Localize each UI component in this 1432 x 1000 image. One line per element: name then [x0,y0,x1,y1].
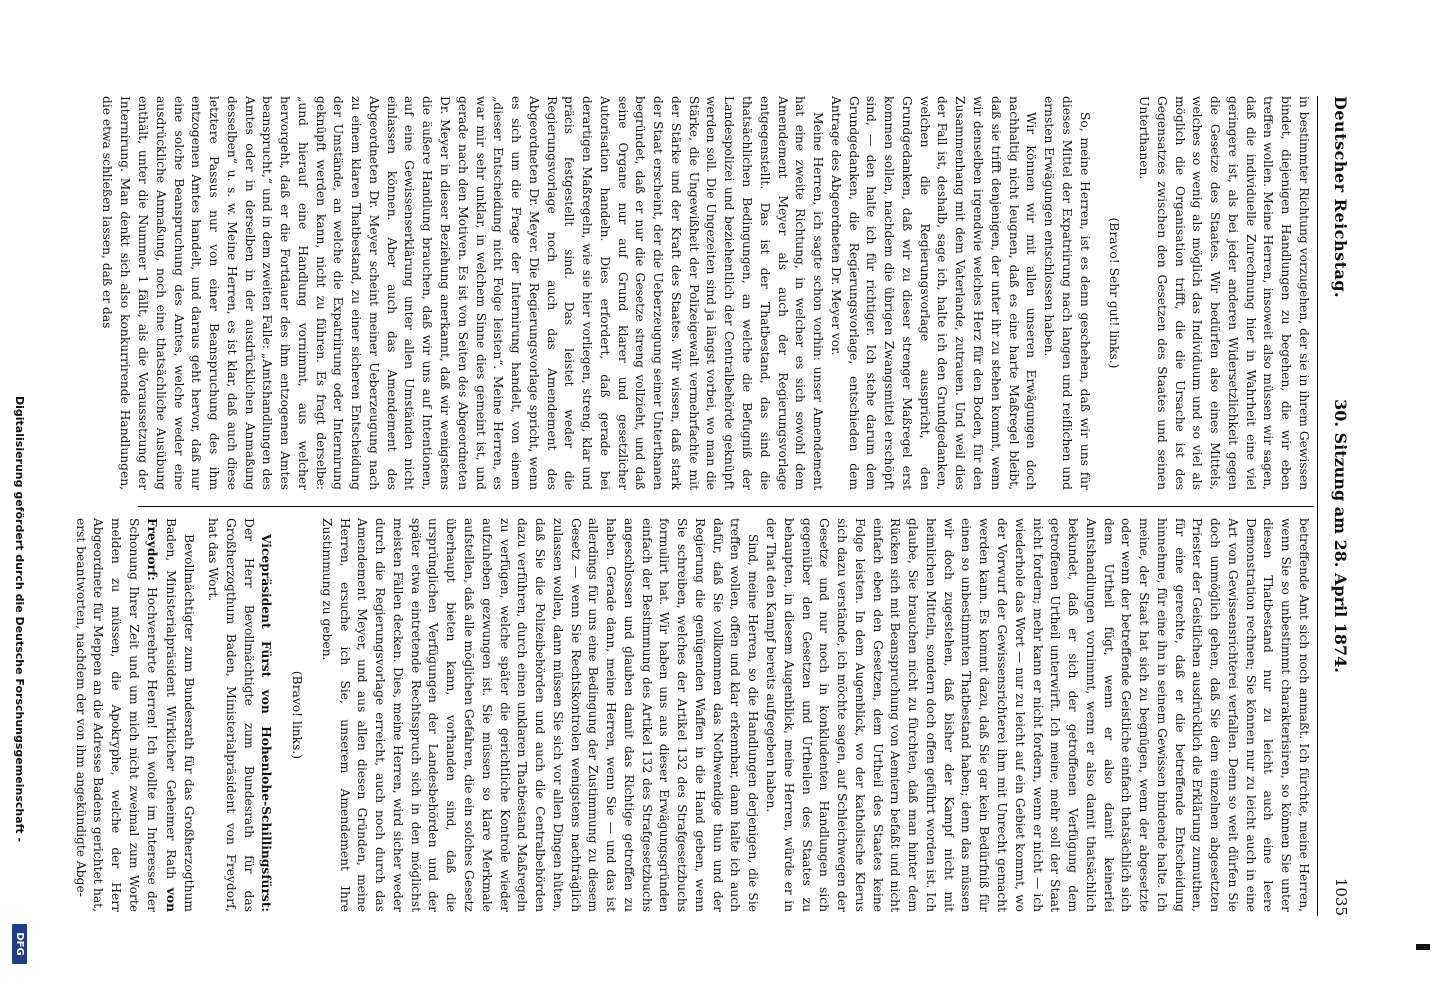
dfg-logo: DFG [12,924,27,964]
header-rule [1317,96,1318,916]
paragraph: in bestimmter Richtung vorzugehen, der sie in ihrem Gewissen bindet, diejenigen Handlungen zu begehen, die wir eben treffen wollen. Meine Herren, insoweit also müssen wir sagen, daß die individuelle Zurechnung hier in Wahrheit eine viel geringere ist, als bei jeder anderen Widersetzlichkeit gegen die Gesetze des Staates. Wir bedürfen also eines Mittels, welches so wenig als möglich das Individuum und so viel als möglich die Organisation trifft, die die Ursache ist des Gegensatzes zwischen den Gesetzen des Staates und seinen Unterthanen. [1137,96,1311,490]
credit-text: Digitalisierung gefördert durch die Deutsche Forschungsgemeinschaft - [13,396,26,843]
session-title: 30. Sitzung am 28. April 1874. [1331,399,1350,673]
speaker-paragraph [203,518,275,912]
paragraph: So, meine Herren, ist es denn geschehen, daß wir uns für dieses Mittel der Expatriirung nach langen und reiflichen und ernsten Erwägungen entschlossen haben. [1042,96,1092,490]
right-column [71,518,1312,912]
speaker-title: Bevollmächtigter zum Bundesrath für das Großherzogthum Baden, Ministerialpräsident Wirklicher Geheimer Rath [163,518,197,912]
margin-mark [1416,944,1430,950]
page-number: 1035 [1332,877,1350,916]
speech-text: Hochverehrte Herren! Ich wollte im Interesse der Schonung Ihrer Zeit und um mich nicht zweimal zum Worte melden zu müssen, die Apokryphe, welche der Herr Abgeordnete für Meppen an die Adresse Badens gerichtet hat, erst beantworten, nachdem der von ihm angekündigte Abge- [73,518,159,912]
applause-note: (Bravo! Sehr gut! links.) [1107,217,1122,369]
paragraph: Wir können wir mit allen unseren Erwägungen doch nachhaltig nicht leugnen, daß es eine harte Maßregel bleibt, daß sie trifft denjenigen, der unter ihr zu stehen kommt, wenn wir denselben irgendwie welches Herz für den Boden, für den Zusammenhang mit dem Vaterlande, zutrauen. Und weil dies der Fall ist, deshalb, sage ich, halte ich den Grundgedanken, welchen die Regierungsvorlage ausspricht, den Grundgedanken, daß wir zu dieser strenger Maßregel erst kommen sollen, nachdem die übrigen Zwangsmittel erschöpft sind, — den halte ich für richtiger. Ich stehe darum dem Grundgedanken, die Regierungsvorlage, entschieden dem Antrage des Abgeordneten Dr. Meyer vor. [828,96,1039,490]
speaker-paragraph [71,518,197,912]
speaker-name: Vicepräsident Fürst von Hohenlohe-Schillingsfürst: [259,534,275,912]
digitization-credit [8,0,30,1000]
applause-note: (Bravo! links.) [290,670,305,760]
speech-text: Der Herr Bevollmächtigte zum Bundesrath für das Großherzogthum Baden, Ministerialpräsident von Freydorf, hat das Wort. [206,518,256,912]
left-column [98,96,1312,490]
speaker-name: von Freydorf: [144,518,179,912]
column-divider [138,506,1314,507]
publication-title: Deutscher Reichstag. [1331,96,1350,299]
paragraph: Meine Herren, ich sagte schon vorhin: unser Amendement hat eine zweite Richtung, in welcher es sich sowohl dem Amendement Meyer als auch der Regierungsvorlage entgegenstellt. Das ist der Thatbestand, das sind die thatsächlichen Bedingungen, an welche die Befugniß der Landespolizei und beziehentlich der Centralbehörde geknüpft werden soll. Die Ungezeiten sind ja längst vorbei, wo man die Stärke, die Ungewißheit der Polizeigewalt vermehrfachte mit der Stärke und der Kraft des Staates. Wir wissen, daß stark der Staat erscheint, der die Ueberzeugung seiner Unterthanen begründet, daß er nur die Gesetze streng vollzieht, und daß seine Organe nur auf Grund klarer und gesetzlicher Autorisation handeln. Dies erfordert, daß gerade bei derartigen Maßregeln, wie sie hier vorliegen, streng, klar und präcis festgestellt sind. Das leistet weder die Regierungsvorlage noch auch das Amendement des Abgeordneten Dr. Meyer. Die Regierungsvorlage spricht, wenn es sich um die Frage der Internirung handelt, von einem „dieser Entscheidung nicht Folge leisten“. Meine Herren, es war mir sehr unklar, in welchem Sinne dies gemeint ist, und gerade nach den Motiven. Es ist von Seiten des Abgeordneten Dr. Meyer in dieser Beziehung anerkannt, daß wir wenigstens die äußere Handlung brauchen, daß wir uns auf Intentionen, auf eine Gewissenserklärung unter allen Umständen nicht einlassen können. Aber auch das Amendement des Abgeordneten Dr. Meyer scheint meiner Ueberzeugung nach zu einem klaren Thatbestand, zu einer sicheren Entscheidung der Umstände, an welche die Expatriirung oder Internirung geknüpft werden kann, nicht zu führen. Es fragt derselbe: „und hierauf eine Handlung vornimmt, aus welcher hervorgeht, daß er die Fortdauer des ihm entzogenen Amtes beansprucht,“ und in dem zweiten Falle: „Amtshandlungen des Amtes oder in derselben in der ausdrücklichen Anmaßung desselben“ u. s. w. Meine Herren, es ist klar, daß auch diese letztere Passus nur von einer Beanspruchung des ihm entzogenen Amtes handelt, und daraus geht hervor, daß nur eine solche Beanspruchung des Amtes, welche weder eine ausdrückliche Anmaßung, noch eine thatsächliche Ausübung enthält, unter die Nummer 1 fällt, als die Voraussetzung der Internirung. Man denkt sich also konkurrirende Handlungen, die etwa schließen lassen, daß er das [100,96,826,490]
paragraph: betreffende Amt sich noch anmaßt. Ich fürchte, meine Herren, wenn Sie so unbestimmt charakterisiren, so können Sie unter diesen Thatbestand nur zu leicht auch eine leere Demonstration rechnen; Sie können nur zu leicht auch in eine Art von Gewissensrichterei verfallen. Denn so weit dürfen Sie doch unmöglich gehen, daß Sie dem einzelnen abgesetzten Priester der Geistlichen ausdrücklich die Erklärung zumuthen, für eine gerechte, daß er die betreffende Entscheidung hinnehme, für eine ihn in seinem Gewissen bindende halte. Ich meine, der Staat hat sich zu begnügen, wenn der abgesetzte oder wenn der betreffende Geistliche einfach thatsächlich sich dem Urtheil fügt, wenn er also damit keinerlei Amtshandlungen vornimmt, wenn er also damit thatsächlich bekundet, daß er sich der getroffenen Verfügung dem getroffenen Urtheil unterwirft. Ich meine, mehr soll der Staat nicht fordern; mehr kann er nicht fordern, wenn er nicht — ich wiederhole das Wort — nur zu leicht auf ein Gebiet kommt, wo der Vorwurf der Gewissensrichterei ihm mit Unrecht gemacht werden kann. Es kommt dazu, daß Sie gar kein Bedürfniß für einen so unbestimmten Thatbestand haben; denn das müssen wir doch zugestehen, daß bisher der Kampf nicht mit heimlichen Mitteln, sondern doch offen geführt worden ist. Ich glaube, Sie brauchen nicht zu fürchten, daß man hinter dem Rücken sich mit Beanspruchung von Aemtern befaßt und nicht einfach eben den Gesetzen, dem Urtheil des Staates keine Folge leisten. In dem Augenblick, wo der katholische Klerus sich dazu verstände, ich möchte sagen, auf Schleichwegen der Gesetze und nur noch in konkludenten Handlungen sich gegenüber den Gesetzen und Urtheilen des Staates zu behaupten, in diesem Augenblick, meine Herren, würde er in der That den Kampf bereits aufgegeben haben. [764,518,1311,912]
page-header [1322,96,1352,916]
paragraph: Sind, meine Herren, so die Handlungen derjenigen, die Sie treffen wollen, offen und klar erkennbar, dann halte ich auch dafür, daß Sie vollkommen das Nothwendige thun und der Regierung die genügenden Waffen in die Hand geben, wenn Sie schreiben, welches der Artikel 132 des Strafgesetzbuchs formulirt hat. Wir haben uns aus dieser Erwägungsgründen einfach der Bestimmung des Artikel 132 des Strafgesetzbuchs angeschlossen und glauben damit das Richtige getroffen zu haben. Gerade dann, meine Herren, wenn Sie — und das ist allerdings für uns eine Bedingung der Zustimmung zu diesem Gesetz — wenn Sie Rechtskontrolen wenigstens nachträglich zulassen wollen, dann müssen Sie sich vor allen Dingen hüten, daß Sie die Polizeibehörden und auch die Centralbehörden dazu verführen, durch einen unklaren Thatbestand Maßregeln zu verfügen, welche später die gerichtliche Kontrole wieder aufzuheben gezwungen ist. Sie müssen so klare Merkmale aufstellen, daß alle möglichen Gefahren, die ein solches Gesetz überhaupt bieten kann, vorhanden sind, daß die ursprünglichen Verfügungen der Landesbehörden und der später etwa eintretende Rechtsspruch sich in den möglichst meisten Fällen decken. Dies, meine Herren, wird sicher weder durch die Regierungsvorlage erreicht, auch noch durch das Amendement Meyer, und aus allen diesen Gründen, meine Herren, ersuche ich Sie, unserem Amendement Ihre Zustimmung zu geben. [319,518,761,913]
